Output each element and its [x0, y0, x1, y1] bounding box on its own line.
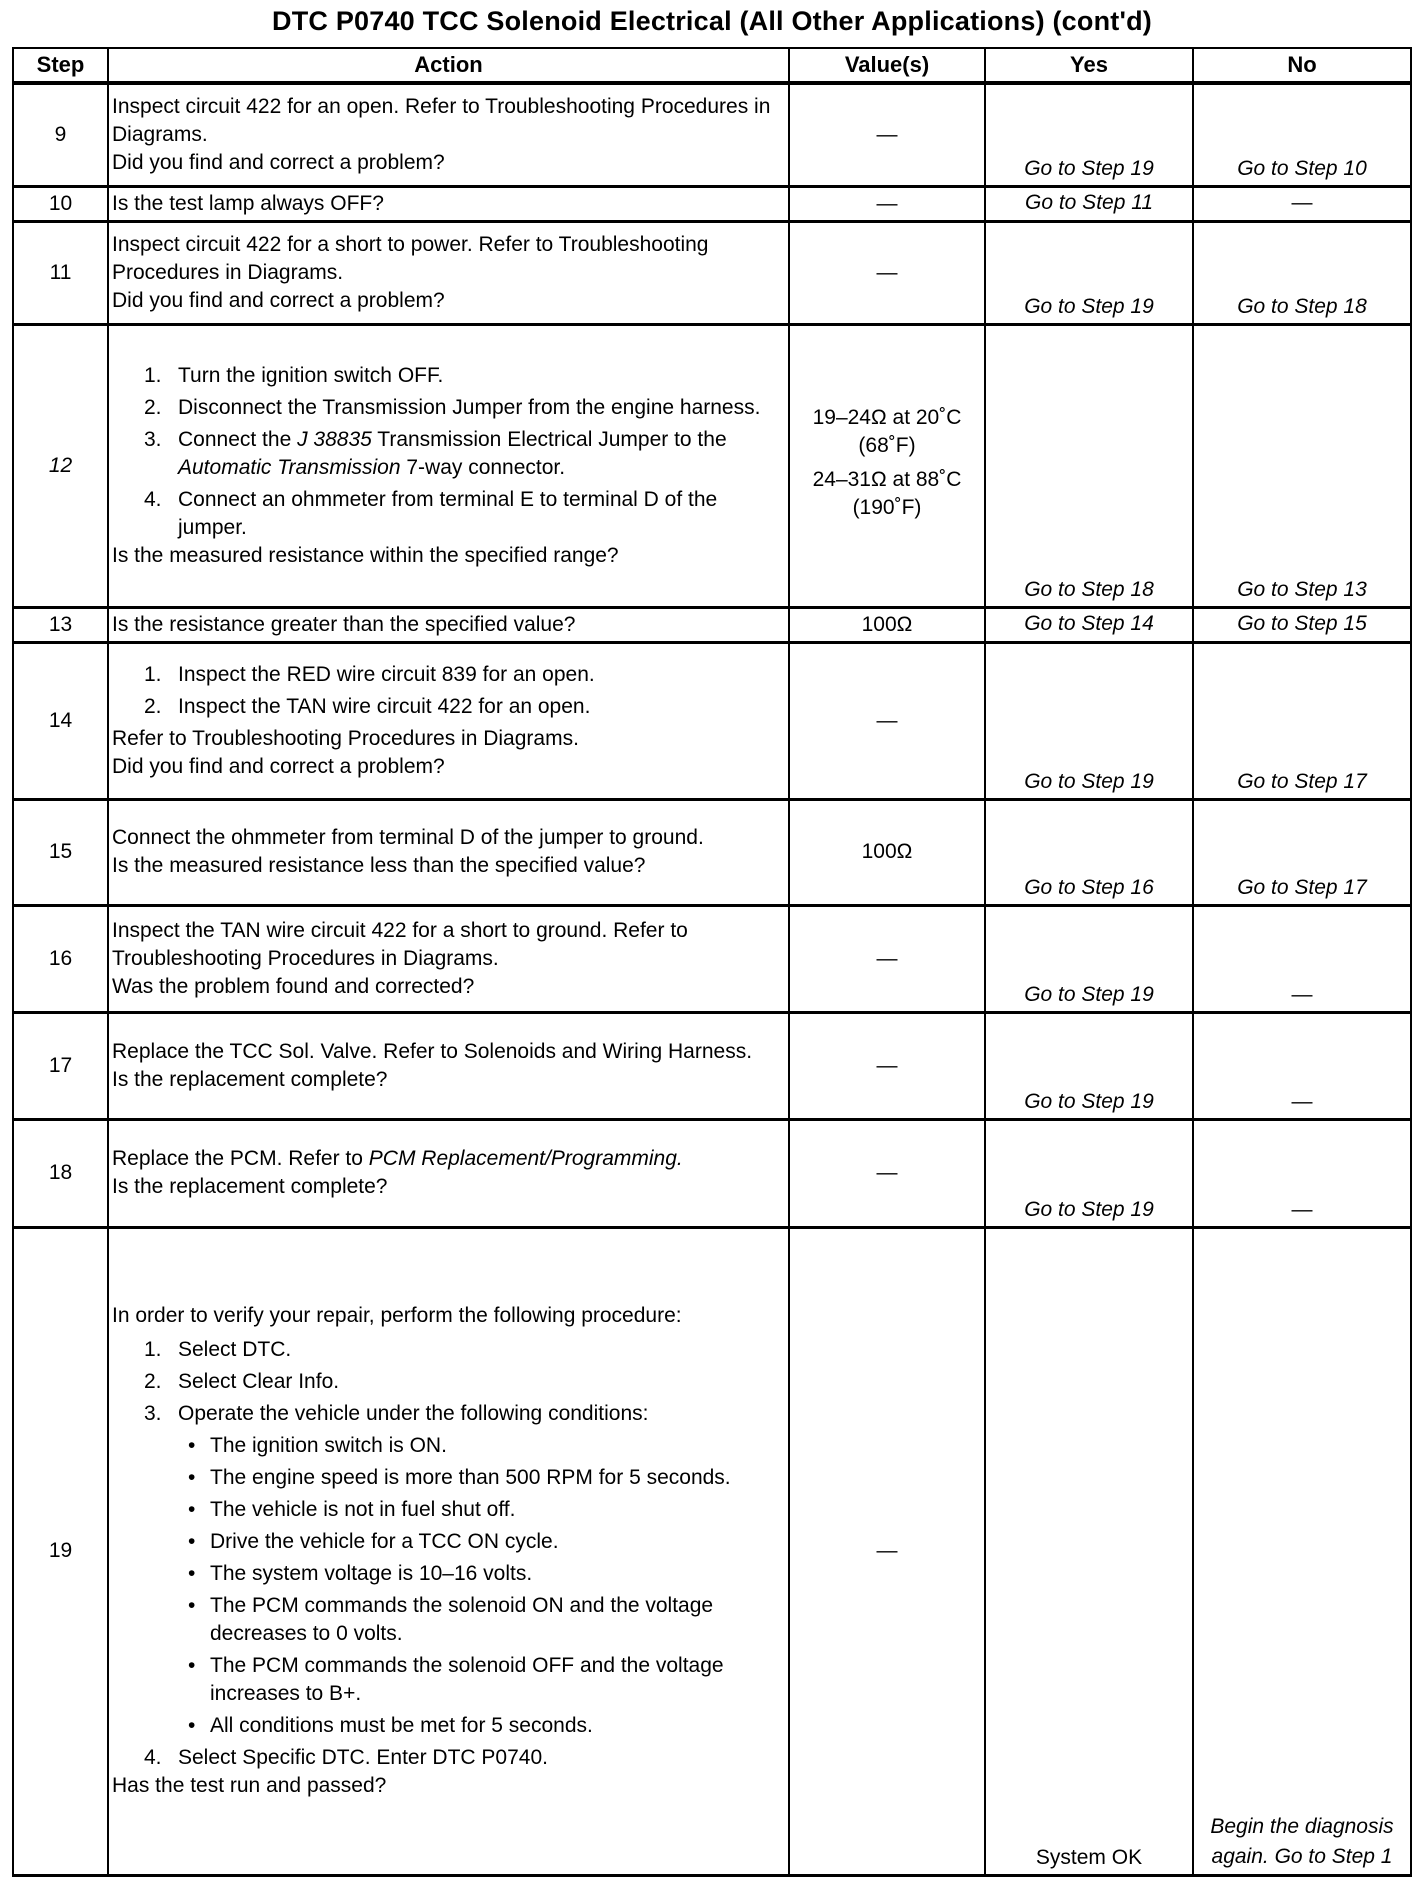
resistance-spec-cold: 19–24Ω at 20˚C (68˚F): [812, 405, 962, 457]
action-question: Was the problem found and corrected?: [112, 974, 475, 998]
table-row: [13, 642, 1411, 799]
yes-cell: Go to Step 18: [985, 324, 1193, 607]
step-number: 15: [13, 799, 108, 905]
table-row: [13, 1227, 1411, 1875]
action-cell: [108, 1119, 789, 1227]
value-cell: —: [789, 642, 985, 799]
bullet-item: • The PCM commands the solenoid OFF and the voltage increases to B+.: [188, 1654, 724, 1705]
page-title: DTC P0740 TCC Solenoid Electrical (All Other Applications) (cont'd): [272, 6, 1152, 36]
yes-cell: Go to Step 16: [985, 799, 1193, 905]
value-cell: —: [789, 905, 985, 1012]
table-row: [13, 186, 1411, 221]
header-no: No: [1193, 48, 1411, 83]
header-yes: Yes: [985, 48, 1193, 83]
step-number: 14: [13, 642, 108, 799]
no-cell: Begin the diagnosis again. Go to Step 1: [1193, 1227, 1411, 1875]
list-item: 1. Select DTC.: [144, 1338, 292, 1361]
value-cell: —: [789, 1119, 985, 1227]
action-cell: [108, 607, 789, 642]
step-number: 12: [13, 324, 108, 607]
header-action: Action: [108, 48, 789, 83]
action-text: In order to verify your repair, perform the following procedure:: [112, 1304, 682, 1327]
no-cell: Go to Step 10: [1193, 83, 1411, 186]
action-text: Inspect circuit 422 for an open. Refer to Troubleshooting Procedures in Diagrams.: [112, 94, 771, 146]
value-cell: —: [789, 83, 985, 186]
header-step: Step: [13, 48, 108, 83]
action-cell: [108, 186, 789, 221]
bullet-item: • Drive the vehicle for a TCC ON cycle.: [188, 1530, 559, 1553]
action-cell: [108, 642, 789, 799]
step-number: 19: [13, 1227, 108, 1875]
action-question: Is the measured resistance within the specified range?: [112, 543, 619, 567]
bullet-item: • The engine speed is more than 500 RPM for 5 seconds.: [188, 1466, 731, 1489]
yes-cell: Go to Step 19: [985, 1119, 1193, 1227]
table-row: [13, 607, 1411, 642]
list-item: 4. Connect an ohmmeter from terminal E to terminal D of the jumper.: [144, 487, 718, 539]
value-cell: 100Ω: [789, 799, 985, 905]
yes-cell: Go to Step 19: [985, 221, 1193, 324]
no-cell: —: [1193, 186, 1411, 221]
action-text: Replace the PCM. Refer to PCM Replacement/Programming.: [112, 1147, 683, 1170]
step-number: 17: [13, 1012, 108, 1119]
action-question: Has the test run and passed?: [112, 1774, 387, 1797]
value-cell: —: [789, 221, 985, 324]
action-cell: [108, 83, 789, 186]
action-question: Is the replacement complete?: [112, 1067, 388, 1091]
table-row: [13, 1119, 1411, 1227]
list-item: 1. Inspect the RED wire circuit 839 for an open.: [144, 662, 595, 686]
bullet-item: • The system voltage is 10–16 volts.: [188, 1562, 533, 1585]
yes-cell: Go to Step 19: [985, 905, 1193, 1012]
list-item: 3. Operate the vehicle under the following conditions:: [144, 1402, 649, 1425]
value-cell: —: [789, 1227, 985, 1875]
action-text: Refer to Troubleshooting Procedures in Diagrams.: [112, 726, 579, 750]
action-text: Inspect circuit 422 for a short to power. Refer to Troubleshooting Procedures in Diagrams.: [112, 232, 709, 284]
action-question: Is the measured resistance less than the specified value?: [112, 854, 646, 877]
step-number: 11: [13, 221, 108, 324]
step-number: 10: [13, 186, 108, 221]
no-cell: —: [1193, 1119, 1411, 1227]
table-row: [13, 1012, 1411, 1119]
no-cell: Go to Step 17: [1193, 642, 1411, 799]
no-cell: Go to Step 15: [1193, 607, 1411, 642]
action-question: Is the test lamp always OFF?: [112, 191, 384, 215]
bullet-item: • The PCM commands the solenoid ON and the voltage decreases to 0 volts.: [188, 1594, 714, 1645]
diagnostic-table: [12, 47, 1412, 1877]
action-text: Connect the ohmmeter from terminal D of the jumper to ground.: [112, 826, 704, 849]
table-row: [13, 83, 1411, 186]
action-question: Did you find and correct a problem?: [112, 288, 445, 312]
header-values: Value(s): [789, 48, 985, 83]
no-cell: Go to Step 18: [1193, 221, 1411, 324]
bullet-item: • The ignition switch is ON.: [188, 1434, 447, 1457]
action-question: Did you find and correct a problem?: [112, 150, 445, 174]
no-cell: Go to Step 17: [1193, 799, 1411, 905]
value-cell: —: [789, 186, 985, 221]
step-number: 18: [13, 1119, 108, 1227]
list-item: 3. Connect the J 38835 Transmission Electrical Jumper to the Automatic Transmission 7-way connector.: [144, 427, 727, 479]
value-cell: [789, 324, 985, 607]
yes-cell: System OK: [985, 1227, 1193, 1875]
table-row: [13, 799, 1411, 905]
no-cell: —: [1193, 1012, 1411, 1119]
list-item: 1. Turn the ignition switch OFF.: [144, 363, 444, 387]
table-row: [13, 221, 1411, 324]
yes-cell: Go to Step 19: [985, 83, 1193, 186]
value-cell: —: [789, 1012, 985, 1119]
no-cell: —: [1193, 905, 1411, 1012]
list-item: 2. Disconnect the Transmission Jumper from the engine harness.: [144, 395, 761, 419]
step-number: 9: [13, 83, 108, 186]
action-cell: [108, 324, 789, 607]
action-question: Did you find and correct a problem?: [112, 754, 445, 778]
list-item: 4. Select Specific DTC. Enter DTC P0740.: [144, 1746, 548, 1769]
step-number: 13: [13, 607, 108, 642]
step-number: 16: [13, 905, 108, 1012]
header-row: [13, 48, 1411, 83]
list-item: 2. Inspect the TAN wire circuit 422 for an open.: [144, 694, 591, 718]
table-row: [13, 324, 1411, 607]
bullet-item: • All conditions must be met for 5 seconds.: [188, 1714, 593, 1737]
yes-cell: Go to Step 19: [985, 1012, 1193, 1119]
value-cell: 100Ω: [789, 607, 985, 642]
action-cell: [108, 1227, 789, 1875]
action-text: Replace the TCC Sol. Valve. Refer to Solenoids and Wiring Harness.: [112, 1039, 753, 1063]
action-cell: [108, 799, 789, 905]
yes-cell: Go to Step 11: [985, 186, 1193, 221]
table-row: [13, 905, 1411, 1012]
resistance-spec-hot: 24–31Ω at 88˚C (190˚F): [812, 467, 962, 519]
yes-cell: Go to Step 19: [985, 642, 1193, 799]
list-item: 2. Select Clear Info.: [144, 1370, 340, 1393]
action-question: Is the replacement complete?: [112, 1175, 388, 1198]
action-cell: [108, 1012, 789, 1119]
no-cell: Go to Step 13: [1193, 324, 1411, 607]
action-cell: [108, 221, 789, 324]
action-text: Inspect the TAN wire circuit 422 for a short to ground. Refer to Troubleshooting Procedures in Diagrams.: [112, 918, 688, 970]
bullet-item: • The vehicle is not in fuel shut off.: [188, 1498, 516, 1521]
action-cell: [108, 905, 789, 1012]
action-question: Is the resistance greater than the specified value?: [112, 612, 576, 636]
yes-cell: Go to Step 14: [985, 607, 1193, 642]
